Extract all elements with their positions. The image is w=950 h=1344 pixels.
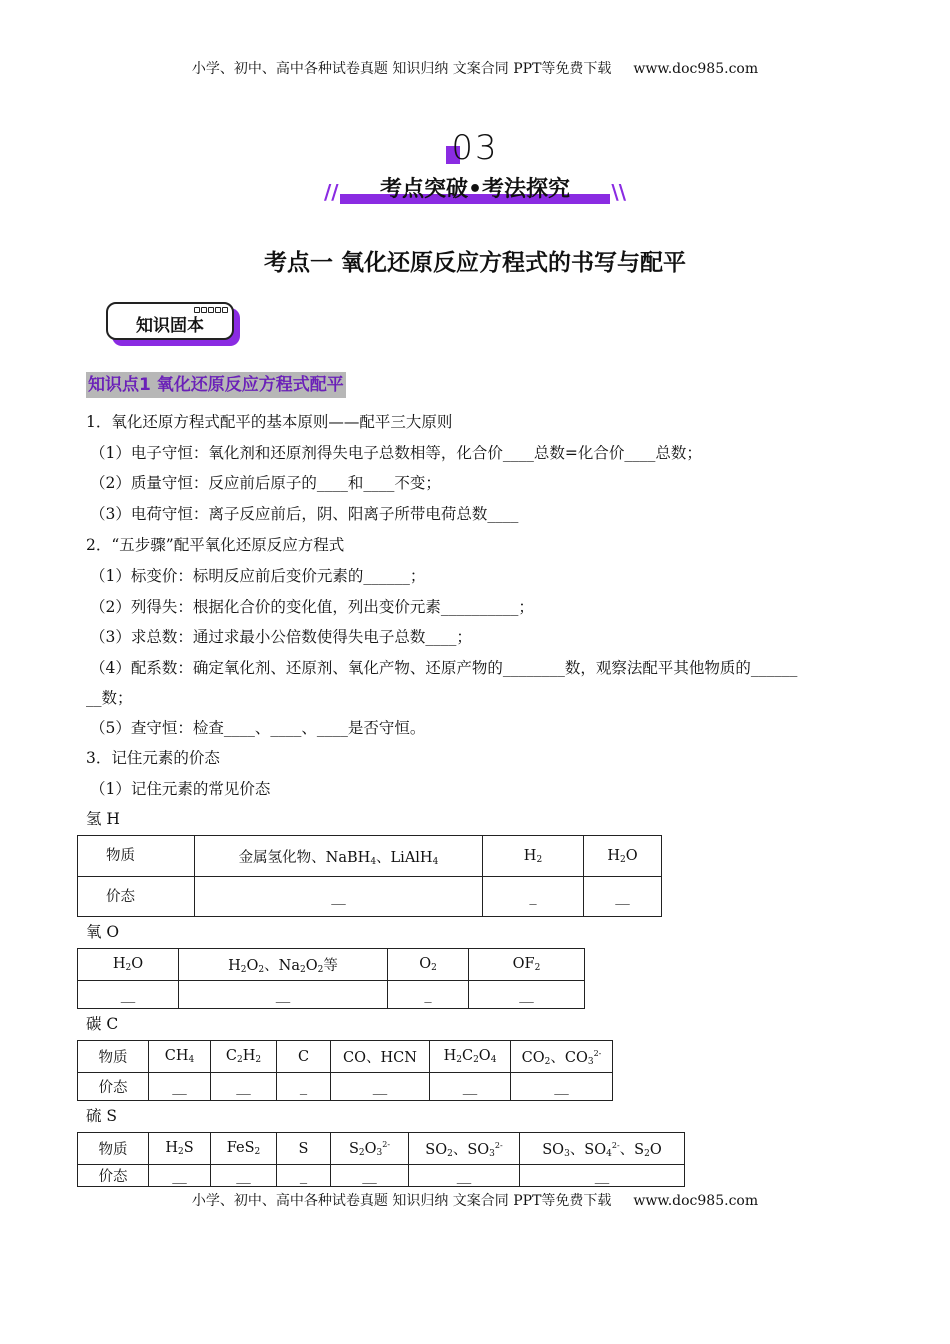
- table-row: [78, 1041, 613, 1073]
- tag-label: 知识固本: [136, 316, 204, 336]
- footer-url[interactable]: www.doc985.com: [633, 1193, 759, 1209]
- table-cell: $H_2C_2O_4$: [430, 1041, 511, 1073]
- text-line: 3．记住元素的价态: [86, 749, 220, 767]
- knowledge-point-heading: 知识点1 氧化还原反应方程式配平: [86, 372, 346, 398]
- table-cell: __: [520, 1165, 685, 1187]
- table-cell: _: [277, 1073, 331, 1101]
- table-cell: __: [179, 981, 388, 1009]
- text-line: 1．氧化还原方程式配平的基本原则——配平三大原则: [86, 413, 453, 431]
- table-cell: __: [211, 1073, 277, 1101]
- table-cell: $SO_3$、$SO_4^{2-}$、$S_2O$: [520, 1133, 685, 1165]
- table-sulfur: [77, 1132, 685, 1187]
- text-line: __数；: [86, 689, 133, 707]
- text-line: 2．“五步骤”配平氧化还原反应方程式: [86, 536, 345, 554]
- table-cell: $C_2H_2$: [211, 1041, 277, 1073]
- table-cell: _: [277, 1165, 331, 1187]
- page-title: 考点一 氧化还原反应方程式的书写与配平: [263, 250, 686, 276]
- table-cell: _: [483, 877, 584, 917]
- table-row: [78, 981, 585, 1009]
- element-label-o: 氧 O: [86, 923, 120, 941]
- text-line: （4）配系数：确定氧化剂、还原剂、氧化产物、还原产物的________数，观察法配平其他物质的______: [90, 659, 798, 677]
- tag-dots: [194, 298, 232, 306]
- text-line: （3）电荷守恒：离子反应前后，阴、阳离子所带电荷总数____: [90, 505, 519, 523]
- text-line: （1）电子守恒：氧化剂和还原剂得失电子总数相等，化合价____总数=化合价____总数；: [90, 444, 702, 462]
- text-line: （1）记住元素的常见价态: [90, 780, 271, 798]
- table-cell: $H_2O$: [584, 836, 662, 877]
- section-banner: [318, 170, 632, 212]
- table-cell: __: [331, 1165, 409, 1187]
- table-cell: __: [331, 1073, 430, 1101]
- table-row: [78, 1165, 685, 1187]
- table-cell: 物质: [78, 1041, 149, 1073]
- banner-left-slash: //: [324, 180, 339, 204]
- header-url[interactable]: www.doc985.com: [633, 61, 759, 77]
- table-cell: $S_2O_3^{2-}$: [331, 1133, 409, 1165]
- banner-text: 考点突破•考法探究: [379, 177, 571, 202]
- table-cell: __: [149, 1165, 211, 1187]
- banner-right-slash: \\: [611, 180, 626, 204]
- table-cell: $SO_2$、$SO_3^{2-}$: [409, 1133, 520, 1165]
- table-cell: S: [277, 1133, 331, 1165]
- table-oxygen: [77, 948, 585, 1009]
- table-row: [78, 949, 585, 981]
- table-cell: __: [584, 877, 662, 917]
- table-cell: _: [388, 981, 469, 1009]
- table-cell: __: [195, 877, 483, 917]
- element-label-c: 碳 C: [86, 1015, 119, 1033]
- table-cell: 物质: [78, 1133, 149, 1165]
- table-cell: $H_2O_2$、$Na_2O_2$等: [179, 949, 388, 981]
- table-cell: $CH_4$: [149, 1041, 211, 1073]
- header-text: 小学、初中、高中各种试卷真题 知识归纳 文案合同 PPT等免费下载: [191, 61, 612, 77]
- tag-box: [106, 302, 234, 340]
- section-number: 03: [451, 128, 499, 168]
- table-cell: __: [430, 1073, 511, 1101]
- knowledge-tag: [106, 302, 242, 346]
- table-row: [78, 836, 662, 877]
- table-row: [78, 1133, 685, 1165]
- table-row: [78, 1073, 613, 1101]
- table-cell: 物质: [78, 836, 195, 877]
- element-label-h: 氢 H: [86, 810, 120, 828]
- text-line: （2）质量守恒：反应前后原子的____和____不变；: [90, 474, 441, 492]
- table-cell: $CO_2$、$CO_3^{2-}$: [511, 1041, 613, 1073]
- table-carbon: [77, 1040, 613, 1101]
- table-cell: $OF_2$: [469, 949, 585, 981]
- table-cell: $H_2S$: [149, 1133, 211, 1165]
- table-cell: __: [511, 1073, 613, 1101]
- table-cell: __: [78, 981, 179, 1009]
- page-footer: [0, 1190, 950, 1210]
- table-cell: 价态: [78, 877, 195, 917]
- table-cell: $H_2$: [483, 836, 584, 877]
- table-cell: FeS$_2$: [211, 1133, 277, 1165]
- footer-text: 小学、初中、高中各种试卷真题 知识归纳 文案合同 PPT等免费下载: [191, 1193, 612, 1209]
- table-row: [78, 877, 662, 917]
- table-cell: 价态: [78, 1165, 149, 1187]
- table-cell: __: [409, 1165, 520, 1187]
- text-line: （2）列得失：根据化合价的变化值，列出变价元素__________；: [90, 598, 534, 616]
- page-header: [0, 58, 950, 78]
- element-label-s: 硫 S: [86, 1107, 118, 1125]
- text-line: （1）标变价：标明反应前后变价元素的______；: [90, 567, 426, 585]
- table-cell: __: [469, 981, 585, 1009]
- table-cell: CO、HCN: [331, 1041, 430, 1073]
- table-cell: $O_2$: [388, 949, 469, 981]
- table-cell: 金属氢化物、NaBH$_4$、LiAlH$_4$: [195, 836, 483, 877]
- table-cell: C: [277, 1041, 331, 1073]
- table-hydrogen: [77, 835, 662, 917]
- table-cell: 价态: [78, 1073, 149, 1101]
- text-line: （3）求总数：通过求最小公倍数使得失电子总数____；: [90, 628, 472, 646]
- table-cell: $H_2O$: [78, 949, 179, 981]
- text-line: （5）查守恒：检查____、____、____是否守恒。: [90, 719, 426, 737]
- table-cell: __: [149, 1073, 211, 1101]
- table-cell: __: [211, 1165, 277, 1187]
